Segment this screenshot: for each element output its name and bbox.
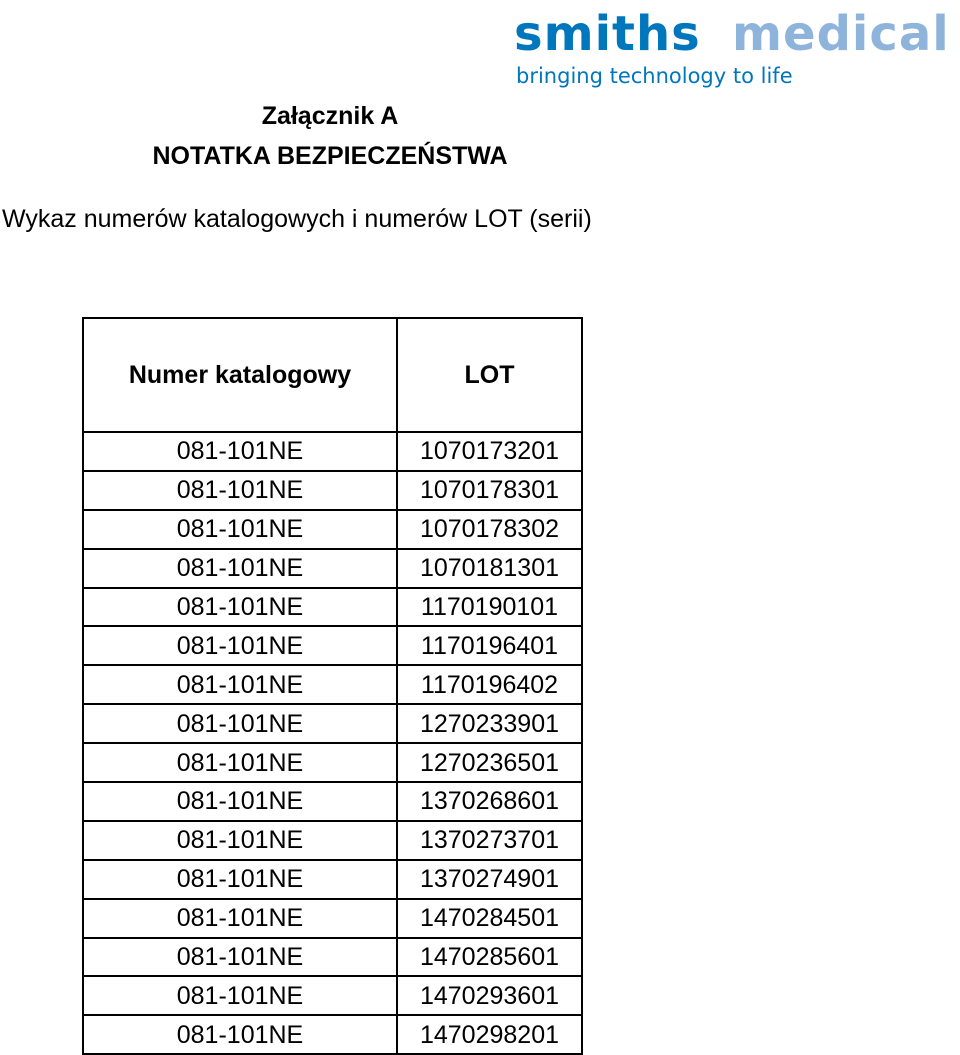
column-header-lot: LOT <box>397 318 582 432</box>
table-header-row <box>83 318 582 432</box>
table-row <box>83 549 582 588</box>
catalog-number-cell: 081-101NE <box>83 899 397 938</box>
catalog-number-cell: 081-101NE <box>83 938 397 977</box>
lot-number-cell: 1470284501 <box>397 899 582 938</box>
table-row <box>83 860 582 899</box>
catalog-number-cell: 081-101NE <box>83 588 397 627</box>
lot-number-cell: 1470285601 <box>397 938 582 977</box>
logo-brand-smiths: smiths <box>514 6 701 62</box>
lot-number-cell: 1370274901 <box>397 860 582 899</box>
table-row <box>83 1015 582 1054</box>
lot-number-cell: 1470293601 <box>397 976 582 1015</box>
table-row <box>83 704 582 743</box>
table-row <box>83 938 582 977</box>
catalog-number-cell: 081-101NE <box>83 549 397 588</box>
table-body <box>83 432 582 1054</box>
table-row <box>83 782 582 821</box>
catalog-number-cell: 081-101NE <box>83 821 397 860</box>
logo-tagline: bringing technology to life <box>516 64 793 88</box>
lot-number-cell: 1170196402 <box>397 665 582 704</box>
column-header-catalog-number: Numer katalogowy <box>83 318 397 432</box>
table-row <box>83 665 582 704</box>
lot-number-cell: 1170190101 <box>397 588 582 627</box>
lot-number-cell: 1070178301 <box>397 471 582 510</box>
table-row <box>83 743 582 782</box>
table-row <box>83 510 582 549</box>
catalog-number-cell: 081-101NE <box>83 1015 397 1054</box>
lot-number-cell: 1270236501 <box>397 743 582 782</box>
catalog-number-cell: 081-101NE <box>83 704 397 743</box>
table-row <box>83 471 582 510</box>
catalog-number-cell: 081-101NE <box>83 665 397 704</box>
table-row <box>83 432 582 471</box>
table-row <box>83 588 582 627</box>
catalog-lot-table <box>82 317 583 1055</box>
smiths-medical-logo <box>514 6 954 96</box>
catalog-number-cell: 081-101NE <box>83 860 397 899</box>
safety-notice-title: NOTATKA BEZPIECZEŃSTWA <box>152 142 508 170</box>
table-row <box>83 899 582 938</box>
catalog-number-cell: 081-101NE <box>83 976 397 1015</box>
lot-number-cell: 1070181301 <box>397 549 582 588</box>
catalog-number-cell: 081-101NE <box>83 626 397 665</box>
lot-number-cell: 1170196401 <box>397 626 582 665</box>
logo-brand-medical: medical <box>732 6 950 62</box>
lot-number-cell: 1270233901 <box>397 704 582 743</box>
catalog-number-cell: 081-101NE <box>83 510 397 549</box>
list-subtitle: Wykaz numerów katalogowych i numerów LOT (serii) <box>2 205 592 233</box>
table-row <box>83 626 582 665</box>
table-row <box>83 821 582 860</box>
lot-number-cell: 1370268601 <box>397 782 582 821</box>
catalog-number-cell: 081-101NE <box>83 471 397 510</box>
table-row <box>83 976 582 1015</box>
lot-number-cell: 1470298201 <box>397 1015 582 1054</box>
catalog-number-cell: 081-101NE <box>83 743 397 782</box>
catalog-number-cell: 081-101NE <box>83 432 397 471</box>
catalog-number-cell: 081-101NE <box>83 782 397 821</box>
document-header <box>120 96 540 176</box>
attachment-title: Załącznik A <box>261 102 399 130</box>
lot-number-cell: 1370273701 <box>397 821 582 860</box>
lot-number-cell: 1070173201 <box>397 432 582 471</box>
lot-number-cell: 1070178302 <box>397 510 582 549</box>
